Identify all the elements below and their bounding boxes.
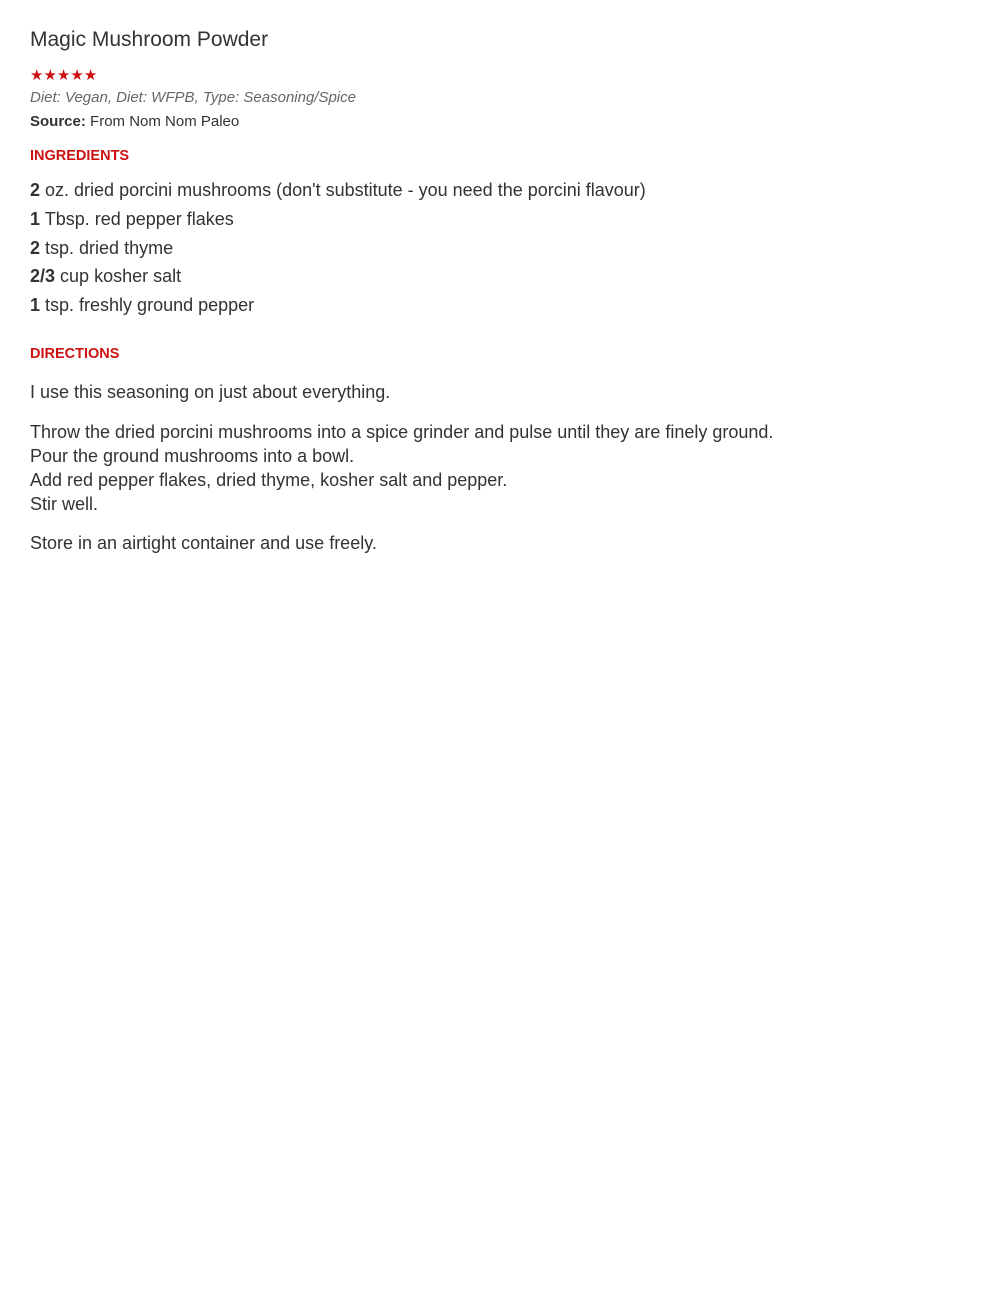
ingredient-text: tsp. dried thyme [45,237,174,258]
directions-paragraph [30,380,390,404]
ingredients-list [30,178,646,322]
directions-line: Store in an airtight container and use freely. [30,533,377,553]
ingredient-qty: 2/3 [30,266,56,287]
directions-line: Throw the dried porcini mushrooms into a spice grinder and pulse until they are finely ground. [30,422,774,442]
directions-paragraph [30,420,773,516]
star-rating [30,66,97,84]
recipe-title: Magic Mushroom Powder [30,28,269,51]
directions-line: I use this seasoning on just about everything. [30,382,391,402]
ingredient-item [30,207,646,236]
ingredient-item [30,236,646,265]
directions-line: Pour the ground mushrooms into a bowl. [30,446,355,466]
star-icon: ★ [43,67,57,84]
directions-paragraph [30,531,377,555]
star-icon: ★ [56,67,71,84]
directions-line: Stir well. [30,494,99,514]
ingredients-heading: INGREDIENTS [30,148,130,164]
ingredient-qty: 1 [30,295,41,316]
recipe-source [30,113,239,130]
ingredient-qty: 2 [30,237,41,258]
ingredient-text: tsp. freshly ground pepper [45,295,255,316]
source-label: Source: [30,113,86,130]
star-icon: ★ [30,67,44,84]
ingredient-item [30,178,646,207]
star-icon: ★ [83,67,98,84]
ingredient-item [30,264,646,293]
star-icon: ★ [70,67,84,84]
ingredient-text: cup kosher salt [60,266,182,287]
source-value: From Nom Nom Paleo [90,113,240,130]
ingredient-item [30,293,646,322]
ingredient-text: Tbsp. red pepper flakes [44,208,234,229]
ingredient-text: oz. dried porcini mushrooms (don't substitute - you need the porcini flavour) [45,180,646,200]
recipe-tags: Diet: Vegan, Diet: WFPB, Type: Seasoning/Spice [30,89,356,106]
directions-line: Add red pepper flakes, dried thyme, kosher salt and pepper. [30,470,508,490]
directions-heading: DIRECTIONS [30,346,120,362]
ingredient-qty: 2 [30,180,41,200]
ingredient-qty: 1 [30,208,41,229]
